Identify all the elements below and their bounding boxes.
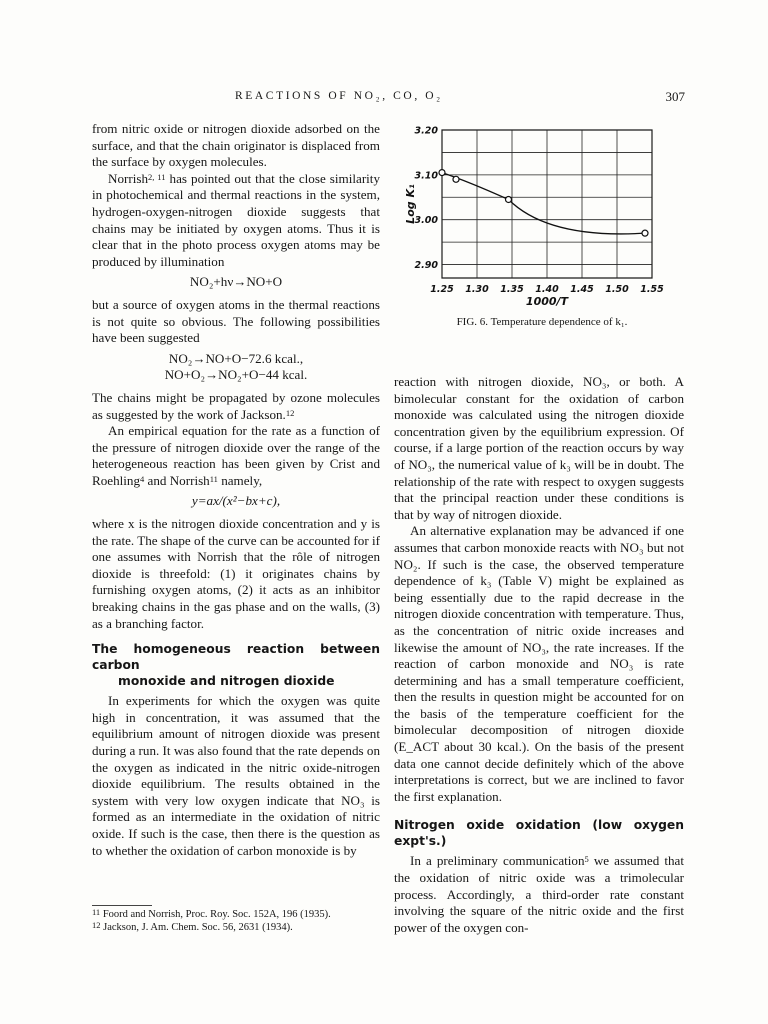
footnote-rule [92,905,152,906]
paragraph-text: An empirical equation for the rate as a function of the pressure of nitrogen dioxide over the range of the heterogeneous reaction has been given by Crist and Roehling [92,423,380,488]
page-number: 307 [665,89,685,104]
citation-ref: 4 [140,473,145,484]
x-tick-label: 1.50 [605,284,629,295]
footnote [92,908,380,921]
equation: y=ax/(x²−bx+c), [191,493,281,509]
data-point [439,170,445,176]
paragraph [92,423,380,489]
paragraph: reaction with nitrogen dioxide, NO₃, or both. A bimolecular constant for the oxidation of carbon monoxide was calculated using the nitrogen dioxide concentration given by the equilibrium expression. Of course, if a large portion of the reaction occurs by way of NO₃, the numerical value of k₃ will be in doubt. The relationship of the rate with respect to oxygen suggests that the principal reaction under these conditions is that by way of nitrogen dioxide. [394,374,684,522]
y-tick-label: 3.20 [414,125,438,137]
footnote [92,921,380,934]
x-tick-label: 1.30 [465,284,489,295]
paragraph-text: and Norrish [144,472,210,488]
equation: NO+O₂→NO₂+O−44 kcal. [164,367,308,383]
paragraph-text: In a preliminary communication [410,853,585,869]
data-point [453,176,459,182]
paragraph-text: has pointed out that the close similarity in photochemical and thermal reactions in the system, hydrogen-oxygen-nitrogen dioxide suggests that chains may be initiated by oxygen atoms. Thus it is clear that in the photo process oxygen atoms may be produced by illumination [92,170,380,269]
paragraph: but a source of oxygen atoms in the thermal reactions is not quite so obvious. The following possibilities have been suggested [92,296,380,346]
paragraph [394,853,684,936]
citation-ref: 5 [584,854,589,865]
x-tick-label: 1.45 [570,284,594,295]
running-title: REACTIONS OF NO₂, CO, O₂ [235,90,443,102]
paragraph: An alternative explanation may be advanced if one assumes that carbon monoxide reacts with NO₃ but not NO₂. If such is the case, the observed temperature dependence of k₃ (Table V) might be explained as being essentially due to the rapid decrease in the nitrogen dioxide concentration with temperature. Thus, as the concentration of nitric oxide increases and likewise the amount of NO₃, the rate increases. If the reaction of carbon monoxide and NO₃ is rate determining and has a small temperature coefficient, then the results in question might be accounted for on the basis of the temperature coefficient for the bimolecular decomposition of nitrogen dioxide (E_ACT about 30 kcal.). On the basis of the present data one cannot decide definitely which of the above interpretations is correct, but we are inclined to favor the first explanation. [394,523,684,804]
x-tick-label: 1.40 [535,284,559,295]
data-point [642,230,648,236]
y-tick-label: 3.10 [414,170,438,182]
paragraph [92,390,380,423]
paragraph-text: namely, [217,472,263,488]
footnote-text: Jackson, J. Am. Chem. Soc. 56, 2631 (1934). [100,922,293,933]
equation: NO₂→NO+O−72.6 kcal., [168,350,304,366]
x-tick-label: 1.35 [500,284,524,295]
footnote-mark: 12 [92,920,101,930]
citation-ref: 2, 11 [148,171,166,182]
footnote-mark: 11 [92,907,101,917]
paragraph-text: The chains might be propagated by ozone molecules as suggested by the work of Jackson. [92,389,380,422]
paragraph [92,171,380,271]
author-name: Norrish [108,170,149,186]
paragraph: In experiments for which the oxygen was quite high in concentration, it was assumed that the equilibrium amount of nitrogen dioxide was present during a run. It was also found that the rate depends on the oxygen as indicated in the nitric oxide-nitrogen dioxide equilibrium. The results obtained in the system with very low oxygen indicate that NO₃ is formed as an intermediate in the oxidation of nitric oxide. If such is the case, then there is the question as to whether the oxidation of carbon monoxide is by [92,693,380,858]
data-curve [442,173,645,234]
equation-block [92,351,380,384]
paragraph-text: we assumed that the oxidation of nitric oxide was a trimolecular process. Accordingly, a third-order rate constant involving the square of the nitric oxide and the first power of the oxygen con- [394,853,684,935]
y-tick-label: 2.90 [414,260,438,272]
section-heading [92,641,380,689]
figure-caption: FIG. 6. Temperature dependence of k₁. [456,316,628,328]
figure-6 [392,118,692,338]
right-column [394,374,684,936]
paragraph: where x is the nitrogen dioxide concentration and y is the rate. The shape of the curve can be accounted for if one assumes with Norrish that the rôle of nitrogen dioxide is threefold: (1) it originates chains by furnishing oxygen atoms, (2) it acts as an inhibitor breaking chains in the gas phase and on the walls, (3) as a branching factor. [92,516,380,631]
footnote-text: Foord and Norrish, Proc. Roy. Soc. 152A, 196 (1935). [100,909,331,920]
citation-ref: 11 [209,473,218,484]
paragraph: from nitric oxide or nitrogen dioxide adsorbed on the surface, and that the chain originator is displaced from the surface by oxygen molecules. [92,121,380,170]
equation: NO₂+hν→NO+O [189,274,283,290]
section-heading-line: The homogeneous reaction between carbon [92,642,380,673]
page-header [95,90,685,110]
left-column [92,121,380,859]
footnotes [92,905,380,934]
section-heading-line: monoxide and nitrogen dioxide [118,674,335,689]
y-axis-label: Log K₁ [404,184,417,224]
citation-ref: 12 [285,407,295,418]
x-tick-label: 1.25 [430,284,454,295]
x-axis-label: 1000/T [525,295,569,308]
section-heading: Nitrogen oxide oxidation (low oxygen expt's.) [394,818,684,849]
temperature-dependence-chart [392,118,692,318]
data-point [506,197,512,203]
y-tick-label: 3.00 [414,215,438,227]
x-tick-label: 1.55 [640,284,664,295]
